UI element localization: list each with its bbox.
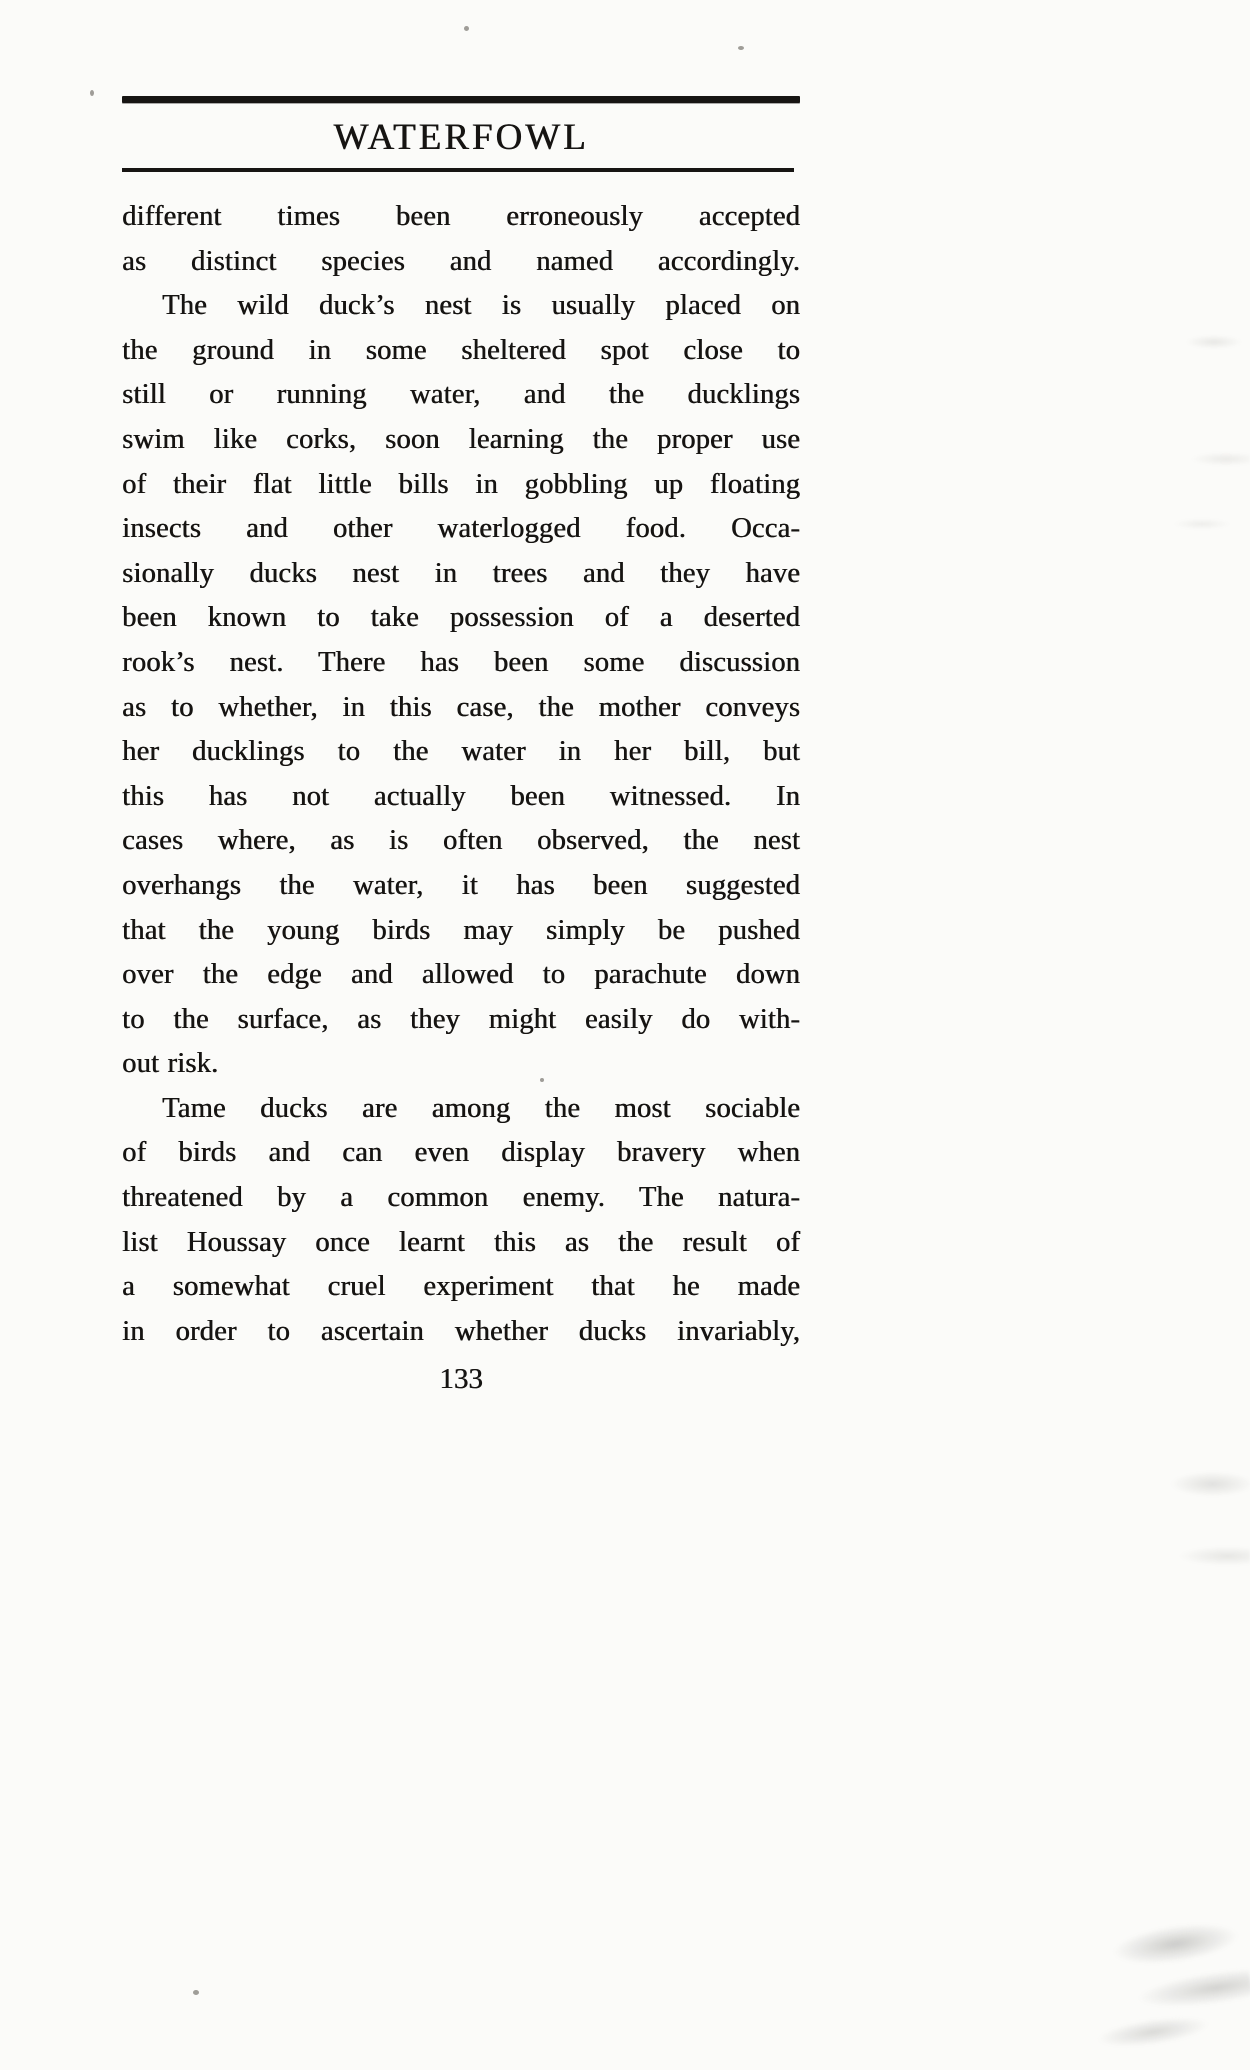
text-line: over the edge and allowed to parachute down [122,959,800,991]
text-line: as distinct species and named accordingly. [122,245,800,277]
text-line: Tame ducks are among the most sociable [162,1092,800,1124]
text-line: list Houssay once learnt this as the result of [122,1226,800,1258]
text-column [122,96,800,1396]
text-line: rook’s nest. There has been some discussion [122,646,800,678]
text-line: The wild duck’s nest is usually placed on [162,290,800,322]
page-body [122,195,800,1354]
scan-speck [738,46,744,50]
text-line: a somewhat cruel experiment that he made [122,1271,800,1303]
text-line: different times been erroneously accepted [122,201,800,232]
text-line: cases where, as is often observed, the nest [122,825,800,857]
scan-speck [193,1990,199,1995]
text-line: threatened by a common enemy. The natura- [122,1182,800,1214]
heading-underline-rule [122,168,794,172]
top-rule [122,96,800,103]
scan-speck [90,90,94,96]
scan-smudge [1130,290,1250,550]
text-line: out risk. [122,1048,219,1080]
scan-speck [540,1078,544,1082]
text-line: as to whether, in this case, the mother conveys [122,691,800,723]
text-line: insects and other waterlogged food. Occa- [122,513,800,545]
text-line: that the young birds may simply be pushed [122,914,800,946]
running-head-title: WATERFOWL [333,117,589,158]
text-line: this has not actually been witnessed. In [122,780,800,812]
text-line: the ground in some sheltered spot close to [122,334,800,366]
text-line: swim like corks, soon learning the proper use [122,423,800,455]
text-line: her ducklings to the water in her bill, but [122,736,800,768]
scan-speck [464,26,469,31]
text-line: overhangs the water, it has been suggested [122,869,800,901]
text-line: in order to ascertain whether ducks invariably, [122,1315,800,1347]
text-line: of birds and can even display bravery when [122,1137,800,1169]
text-line: been known to take possession of a deserted [122,602,800,634]
page-number: 133 [439,1363,483,1396]
text-line: to the surface, as they might easily do with- [122,1003,800,1035]
scan-smudge [1011,1900,1250,2070]
scan-smudge [1100,1430,1250,1610]
text-line: sionally ducks nest in trees and they have [122,557,800,589]
text-line: of their flat little bills in gobbling up floating [122,468,800,500]
text-line: still or running water, and the ducklings [122,379,800,411]
